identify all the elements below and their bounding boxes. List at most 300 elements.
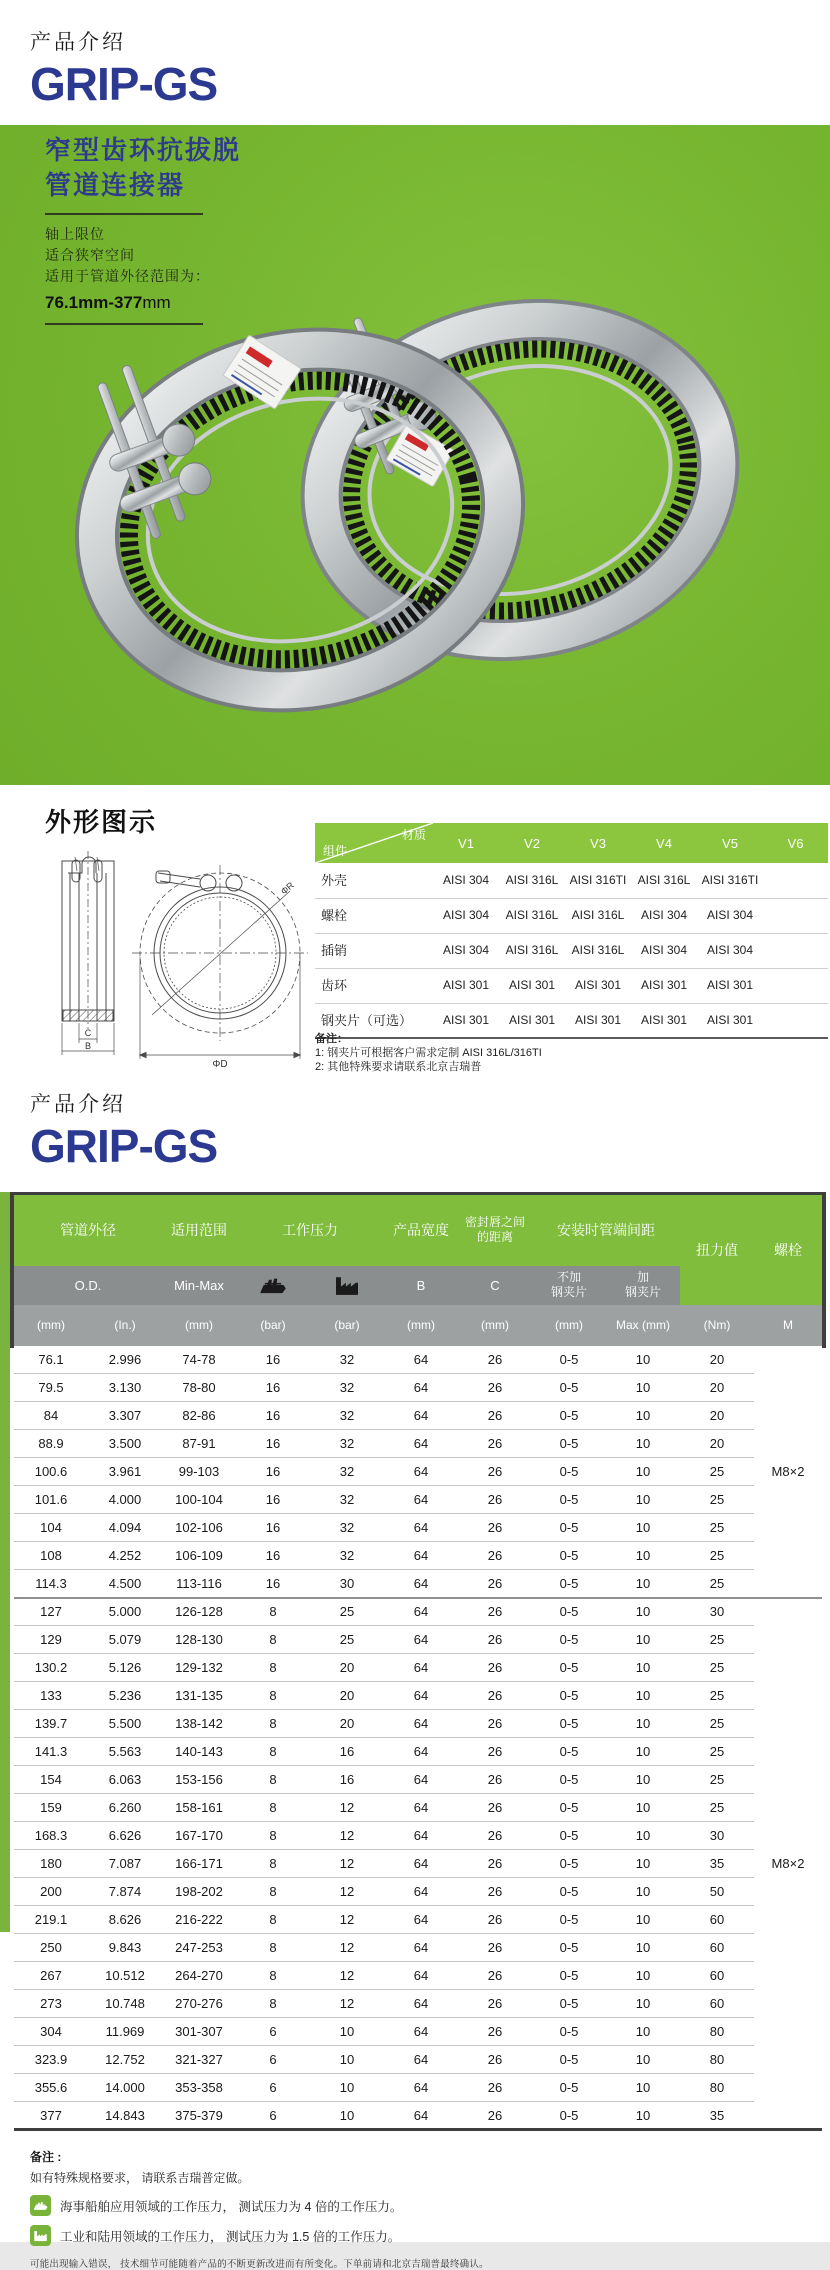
spec-cell: 0-5 <box>532 1542 606 1570</box>
spec-cell: 25 <box>680 1738 754 1766</box>
spec-cell: 0-5 <box>559 2107 579 2123</box>
spec-cell: 8 <box>236 1626 310 1654</box>
bolt-spec-cell: M8×2 <box>754 1346 822 1598</box>
material-cell: AISI 316L <box>499 863 565 898</box>
spec-row <box>14 1822 822 1850</box>
bolt-spec-cell: M8×2 <box>771 1855 805 1871</box>
spec-cell: 60 <box>680 1906 754 1934</box>
spec-cell: 10 <box>606 1598 680 1626</box>
spec-cell: 32 <box>310 1542 384 1570</box>
col-group-range: 适用范围 <box>162 1194 236 1266</box>
subheader-c: C <box>458 1266 532 1305</box>
spec-cell: 16 <box>310 1738 384 1766</box>
component-label: 齿环 <box>315 968 433 1003</box>
spec-cell: 50 <box>680 1878 754 1906</box>
subheader-marine <box>236 1266 310 1305</box>
spec-row <box>14 1374 822 1402</box>
spec-cell: 16 <box>236 1430 310 1458</box>
seal-distance-line2: 的距离 <box>476 1230 513 1245</box>
spec-cell: 26 <box>458 1542 532 1570</box>
spec-cell: 25 <box>680 1486 754 1514</box>
col-group-pressure: 工作压力 <box>236 1194 384 1266</box>
spec-cell: 26 <box>458 2018 532 2046</box>
spec-cell: 0-5 <box>532 2046 606 2074</box>
gap-with-clip-line1: 加 <box>636 1270 649 1284</box>
unit-header: (In.) <box>88 1305 162 1346</box>
spec-cell: 0-5 <box>532 1878 606 1906</box>
spec-cell: 32 <box>310 1346 384 1374</box>
spec-cell: 10 <box>339 2107 355 2123</box>
divider <box>45 323 203 325</box>
spec-cell: 0-5 <box>532 1486 606 1514</box>
table-edge-right <box>822 1192 826 1348</box>
feature-item: 轴上限位 <box>45 226 105 242</box>
spec-cell: 35 <box>709 2107 725 2123</box>
spec-cell: 0-5 <box>532 1766 606 1794</box>
material-cell <box>763 863 828 898</box>
spec-cell: 64 <box>384 1794 458 1822</box>
hero-section <box>0 125 830 785</box>
spec-cell: 64 <box>384 1514 458 1542</box>
spec-cell: 0-5 <box>532 1598 606 1626</box>
subheader-b: B <box>384 1266 458 1305</box>
spec-cell: 267 <box>14 1962 88 1990</box>
spec-cell: 10 <box>606 1710 680 1738</box>
unit-header: (bar) <box>236 1305 310 1346</box>
spec-cell: 64 <box>384 1654 458 1682</box>
spec-cell: 8 <box>236 1962 310 1990</box>
spec-cell: 64 <box>413 2107 429 2123</box>
material-cell: AISI 301 <box>499 1003 565 1038</box>
spec-cell: 26 <box>458 1962 532 1990</box>
spec-cell: 16 <box>236 1402 310 1430</box>
footnotes-title: 备注 : <box>30 2150 62 2164</box>
spec-cell: 166-171 <box>162 1850 236 1878</box>
spec-cell: 0-5 <box>532 1654 606 1682</box>
footnote-marine <box>30 2195 810 2216</box>
dim-label-r: ΦR <box>278 880 296 897</box>
spec-cell: 6.063 <box>88 1766 162 1794</box>
spec-cell: 128-130 <box>162 1626 236 1654</box>
spec-cell: 355.6 <box>14 2074 88 2102</box>
material-cell: AISI 316L <box>499 898 565 933</box>
footnote-custom: 如有特殊规格要求， 请联系吉瑞普定做。 <box>30 2171 250 2185</box>
material-cell: AISI 316L <box>499 933 565 968</box>
spec-cell: 64 <box>384 1934 458 1962</box>
spec-cell: 64 <box>384 2018 458 2046</box>
spec-cell: 10 <box>606 1990 680 2018</box>
unit-header: (mm) <box>162 1305 236 1346</box>
spec-cell: 8 <box>236 1934 310 1962</box>
unit-header: Max (mm) <box>606 1305 680 1346</box>
ship-icon <box>30 2195 51 2216</box>
spec-cell: 8 <box>236 1682 310 1710</box>
spec-cell: 20 <box>310 1682 384 1710</box>
spec-cell: 10 <box>606 1822 680 1850</box>
spec-cell: 60 <box>680 1990 754 2018</box>
spec-cell: 10 <box>606 1346 680 1374</box>
spec-cell: 321-327 <box>162 2046 236 2074</box>
spec-cell: 16 <box>236 1458 310 1486</box>
spec-cell: 8 <box>236 1990 310 2018</box>
spec-cell: 26 <box>458 1402 532 1430</box>
spec-cell: 20 <box>680 1346 754 1374</box>
unit-header: M <box>754 1305 822 1346</box>
spec-cell: 10.512 <box>88 1962 162 1990</box>
spec-cell: 16 <box>236 1346 310 1374</box>
spec-cell: 16 <box>236 1542 310 1570</box>
spec-cell: 0-5 <box>532 1990 606 2018</box>
spec-cell: 138-142 <box>162 1710 236 1738</box>
spec-cell: 26 <box>458 1598 532 1626</box>
spec-cell: 375-379 <box>175 2107 223 2123</box>
spec-cell: 64 <box>384 1346 458 1374</box>
spec-cell: 20 <box>680 1374 754 1402</box>
spec-cell: 10 <box>606 1906 680 1934</box>
subheader-industrial <box>310 1266 384 1305</box>
spec-row <box>14 1402 822 1430</box>
spec-cell: 5.500 <box>88 1710 162 1738</box>
spec-cell: 10 <box>606 1766 680 1794</box>
spec-row <box>14 2102 822 2130</box>
spec-cell: 10 <box>606 1430 680 1458</box>
spec-row <box>14 1486 822 1514</box>
spec-cell: 126-128 <box>162 1598 236 1626</box>
hero-title-line2: 管道连接器 <box>45 170 186 200</box>
corner-material-label: 材质 <box>401 828 426 842</box>
component-label: 螺栓 <box>315 898 433 933</box>
spec-cell: 79.5 <box>14 1374 88 1402</box>
spec-cell: 0-5 <box>532 1822 606 1850</box>
unit-header: (mm) <box>532 1305 606 1346</box>
spec-cell: 26 <box>458 1458 532 1486</box>
spec-cell: 87-91 <box>162 1430 236 1458</box>
spec-cell: 114.3 <box>14 1570 88 1598</box>
col-group-seal-distance <box>458 1194 532 1266</box>
spec-row <box>14 1962 822 1990</box>
spec-cell: 74-78 <box>162 1346 236 1374</box>
spec-cell: 10 <box>606 1626 680 1654</box>
spec-cell: 8 <box>236 1766 310 1794</box>
footnote-disclaimer: 可能出现输入错误， 技术细节可能随着产品的不断更新改进而有所变化。下单前请和北京吉瑞普最终确认。 <box>30 2259 489 2270</box>
col-group-width: 产品宽度 <box>384 1194 458 1266</box>
dim-label-b: B <box>84 1041 92 1051</box>
spec-cell: 104 <box>14 1514 88 1542</box>
spec-cell: 26 <box>458 1990 532 2018</box>
materials-table-body <box>315 863 828 1038</box>
materials-row <box>315 863 828 898</box>
spec-cell: 0-5 <box>532 1850 606 1878</box>
spec-row <box>14 1346 822 1374</box>
spec-cell: 80 <box>680 2018 754 2046</box>
spec-cell: 141.3 <box>14 1738 88 1766</box>
spec-cell: 26 <box>458 1878 532 1906</box>
spec-cell: 12 <box>310 1822 384 1850</box>
section-eyebrow: 产品介绍 <box>30 1093 126 1116</box>
spec-cell: 25 <box>310 1598 384 1626</box>
spec-cell: 0-5 <box>532 1906 606 1934</box>
spec-cell: 25 <box>680 1710 754 1738</box>
spec-cell: 20 <box>680 1430 754 1458</box>
hero-title <box>45 133 385 203</box>
spec-cell: 26 <box>458 1626 532 1654</box>
spec-cell: 25 <box>680 1654 754 1682</box>
spec-cell: 247-253 <box>162 1934 236 1962</box>
spec-cell: 26 <box>458 1766 532 1794</box>
material-cell: AISI 304 <box>433 898 499 933</box>
spec-cell: 6 <box>236 2074 310 2102</box>
dim-label-d: ΦD <box>212 1059 228 1070</box>
spec-cell: 200 <box>14 1878 88 1906</box>
spec-cell: 10 <box>606 1654 680 1682</box>
spec-cell: 8 <box>236 1710 310 1738</box>
gap-with-clip-line2: 钢夹片 <box>624 1285 661 1299</box>
variant-header: V2 <box>499 823 565 863</box>
spec-cell: 0-5 <box>532 2074 606 2102</box>
materials-row <box>315 933 828 968</box>
component-label: 插销 <box>315 933 433 968</box>
green-side-strip <box>0 1192 10 1932</box>
material-cell: AISI 301 <box>697 968 763 1003</box>
spec-cell: 80 <box>680 2046 754 2074</box>
unit-header: (mm) <box>458 1305 532 1346</box>
spec-cell: 99-103 <box>162 1458 236 1486</box>
spec-cell: 32 <box>310 1514 384 1542</box>
spec-cell: 0-5 <box>532 1514 606 1542</box>
spec-cell: 154 <box>14 1766 88 1794</box>
spec-cell: 100.6 <box>14 1458 88 1486</box>
spec-cell: 32 <box>310 1402 384 1430</box>
col-group-bolt: 螺栓 <box>754 1194 822 1305</box>
spec-cell: 113-116 <box>162 1570 236 1598</box>
spec-cell: 270-276 <box>162 1990 236 2018</box>
spec-cell: 5.000 <box>88 1598 162 1626</box>
spec-cell: 16 <box>236 1374 310 1402</box>
spec-cell: 64 <box>384 1822 458 1850</box>
spec-row <box>14 1794 822 1822</box>
spec-table <box>14 1192 822 2131</box>
material-cell: AISI 304 <box>433 863 499 898</box>
variant-header: V5 <box>697 823 763 863</box>
spec-cell: 10 <box>606 1850 680 1878</box>
spec-cell: 12 <box>310 1850 384 1878</box>
unit-header: (bar) <box>310 1305 384 1346</box>
subheader-gap-with-clip <box>606 1266 680 1305</box>
spec-cell: 80 <box>680 2074 754 2102</box>
spec-cell: 20 <box>310 1710 384 1738</box>
spec-cell: 26 <box>458 1654 532 1682</box>
spec-cell: 64 <box>384 1906 458 1934</box>
spec-cell: 64 <box>384 1486 458 1514</box>
spec-row <box>14 1878 822 1906</box>
spec-cell: 26 <box>487 2107 503 2123</box>
material-cell: AISI 316L <box>565 933 631 968</box>
material-cell: AISI 304 <box>697 933 763 968</box>
spec-cell: 10 <box>606 1458 680 1486</box>
material-cell: AISI 316L <box>631 863 697 898</box>
col-group-gap: 安装时管端间距 <box>532 1194 680 1266</box>
spec-cell: 131-135 <box>162 1682 236 1710</box>
spec-cell: 10 <box>606 1962 680 1990</box>
spec-cell: 64 <box>384 1626 458 1654</box>
spec-row <box>14 1626 822 1654</box>
spec-cell: 10 <box>606 2018 680 2046</box>
spec-cell: 2.996 <box>88 1346 162 1374</box>
spec-cell: 10 <box>606 1570 680 1598</box>
spec-cell: 6 <box>269 2107 277 2123</box>
spec-cell: 25 <box>680 1570 754 1598</box>
spec-cell: 0-5 <box>532 1570 606 1598</box>
spec-cell: 100-104 <box>162 1486 236 1514</box>
spec-cell: 4.252 <box>88 1542 162 1570</box>
unit-header: (mm) <box>384 1305 458 1346</box>
spec-cell: 10 <box>606 1402 680 1430</box>
spec-cell: 32 <box>310 1458 384 1486</box>
spec-cell: 9.843 <box>88 1934 162 1962</box>
material-cell: AISI 316TI <box>565 863 631 898</box>
spec-cell: 10 <box>606 2074 680 2102</box>
material-cell: AISI 316L <box>565 898 631 933</box>
spec-cell: 10 <box>606 1794 680 1822</box>
spec-cell: 0-5 <box>532 1346 606 1374</box>
spec-cell: 5.236 <box>88 1682 162 1710</box>
technical-drawing <box>32 845 317 1077</box>
spec-cell: 11.969 <box>88 2018 162 2046</box>
spec-cell: 10.748 <box>88 1990 162 2018</box>
spec-cell: 101.6 <box>14 1486 88 1514</box>
spec-cell: 10 <box>606 1514 680 1542</box>
material-cell <box>763 898 828 933</box>
material-cell: AISI 304 <box>631 898 697 933</box>
material-cell: AISI 301 <box>631 1003 697 1038</box>
spec-row <box>14 1654 822 1682</box>
spec-cell: 25 <box>680 1766 754 1794</box>
unit-header: (Nm) <box>680 1305 754 1346</box>
material-cell <box>763 1003 828 1038</box>
hero-title-line1: 窄型齿环抗拔脱 <box>45 135 242 165</box>
material-cell: AISI 301 <box>565 968 631 1003</box>
spec-cell: 25 <box>680 1542 754 1570</box>
subheader-gap-without-clip <box>532 1266 606 1305</box>
spec-cell: 12 <box>310 1962 384 1990</box>
spec-cell: 216-222 <box>162 1906 236 1934</box>
spec-cell: 264-270 <box>162 1962 236 1990</box>
material-cell <box>763 968 828 1003</box>
spec-cell: 64 <box>384 1542 458 1570</box>
spec-cell: 64 <box>384 1458 458 1486</box>
spec-cell: 108 <box>14 1542 88 1570</box>
material-cell: AISI 304 <box>697 898 763 933</box>
spec-cell: 5.079 <box>88 1626 162 1654</box>
variant-header: V3 <box>565 823 631 863</box>
spec-row <box>14 1710 822 1738</box>
spec-cell: 8.626 <box>88 1906 162 1934</box>
spec-cell: 64 <box>384 1710 458 1738</box>
spec-cell: 64 <box>384 1430 458 1458</box>
spec-row <box>14 1598 822 1626</box>
spec-cell: 180 <box>14 1850 88 1878</box>
spec-row <box>14 1738 822 1766</box>
spec-cell: 26 <box>458 1514 532 1542</box>
divider <box>45 213 203 215</box>
spec-cell: 78-80 <box>162 1374 236 1402</box>
spec-cell: 159 <box>14 1794 88 1822</box>
spec-cell: 60 <box>680 1962 754 1990</box>
spec-cell: 10 <box>606 1486 680 1514</box>
spec-cell: 0-5 <box>532 1430 606 1458</box>
feature-list <box>45 224 385 287</box>
spec-cell: 20 <box>680 1402 754 1430</box>
spec-cell: 10 <box>606 1738 680 1766</box>
spec-cell: 5.126 <box>88 1654 162 1682</box>
spec-cell: 76.1 <box>14 1346 88 1374</box>
spec-row <box>14 1458 822 1486</box>
spec-cell: 12 <box>310 1794 384 1822</box>
spec-cell: 8 <box>236 1654 310 1682</box>
spec-cell: 10 <box>310 2018 384 2046</box>
spec-cell: 26 <box>458 1346 532 1374</box>
variant-header: V1 <box>433 823 499 863</box>
brand-title: GRIP-GS <box>30 58 218 110</box>
page-header <box>30 26 218 110</box>
spec-table-body <box>14 1346 822 2130</box>
spec-cell: 14.843 <box>105 2107 145 2123</box>
dim-label-c: C <box>84 1028 92 1038</box>
spec-cell: 5.563 <box>88 1738 162 1766</box>
material-cell: AISI 304 <box>433 933 499 968</box>
spec-cell: 7.087 <box>88 1850 162 1878</box>
spec-cell: 4.500 <box>88 1570 162 1598</box>
spec-cell: 30 <box>680 1598 754 1626</box>
spec-cell: 8 <box>236 1598 310 1626</box>
material-cell: AISI 301 <box>697 1003 763 1038</box>
spec-cell: 133 <box>14 1682 88 1710</box>
hero-copy <box>45 133 385 325</box>
spec-row <box>14 1542 822 1570</box>
spec-cell: 0-5 <box>532 1374 606 1402</box>
spec-cell: 64 <box>384 2074 458 2102</box>
material-cell: AISI 304 <box>631 933 697 968</box>
spec-cell: 10 <box>606 1878 680 1906</box>
spec-cell: 3.961 <box>88 1458 162 1486</box>
subheader-od: O.D. <box>14 1266 162 1305</box>
spec-cell: 10 <box>606 1934 680 1962</box>
spec-cell: 30 <box>310 1570 384 1598</box>
spec-cell: 25 <box>680 1626 754 1654</box>
spec-cell: 250 <box>14 1934 88 1962</box>
spec-cell: 64 <box>384 1738 458 1766</box>
col-group-torque: 扭力值 <box>680 1194 754 1305</box>
material-cell: AISI 301 <box>631 968 697 1003</box>
spec-cell: 14.000 <box>88 2074 162 2102</box>
spec-cell: 158-161 <box>162 1794 236 1822</box>
spec-cell: 26 <box>458 1738 532 1766</box>
spec-cell: 26 <box>458 1682 532 1710</box>
spec-cell: 6.626 <box>88 1822 162 1850</box>
spec-cell: 168.3 <box>14 1822 88 1850</box>
outline-heading: 外形图示 <box>45 807 158 837</box>
footnotes <box>30 2148 810 2270</box>
seal-distance-line1: 密封唇之间 <box>464 1215 525 1230</box>
corner-component-label: 组件 <box>323 844 348 858</box>
spec-cell: 0-5 <box>532 1738 606 1766</box>
spec-cell: 26 <box>458 1710 532 1738</box>
spec-cell: 12 <box>310 1878 384 1906</box>
spec-cell: 64 <box>384 1962 458 1990</box>
gap-without-clip-line2: 钢夹片 <box>550 1285 587 1299</box>
spec-cell: 139.7 <box>14 1710 88 1738</box>
spec-cell: 304 <box>14 2018 88 2046</box>
